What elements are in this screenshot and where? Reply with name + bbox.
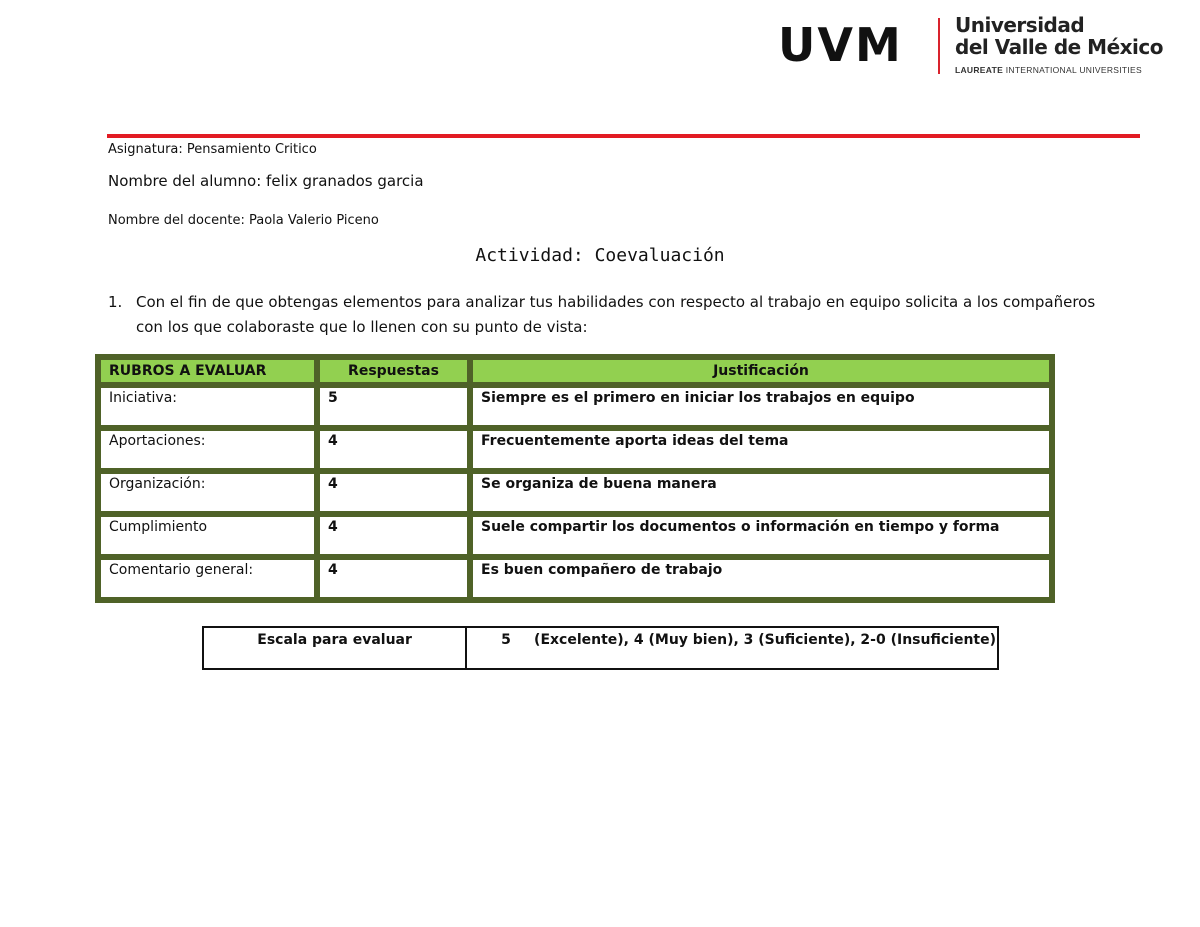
column-header-justification: Justificación — [470, 357, 1052, 385]
logo-tagline-bold: LAUREATE — [955, 65, 1004, 75]
justification-cell: Siempre es el primero en iniciar los trabajos en equipo — [470, 385, 1052, 428]
scale-label: Escala para evaluar — [203, 627, 466, 669]
table-row — [98, 514, 1052, 557]
criterion-cell: Organización: — [98, 471, 317, 514]
activity-title: Actividad: Coevaluación — [475, 245, 725, 266]
score-cell: 4 — [317, 428, 470, 471]
header-divider — [107, 134, 1140, 138]
table-row — [98, 428, 1052, 471]
table-row — [98, 385, 1052, 428]
justification-cell: Es buen compañero de trabajo — [470, 557, 1052, 600]
table-row — [98, 557, 1052, 600]
rubric-header-row — [98, 357, 1052, 385]
criterion-cell: Cumplimiento — [98, 514, 317, 557]
logo-tagline — [955, 65, 1142, 75]
scale-value — [466, 627, 998, 669]
scale-row — [203, 627, 998, 669]
instruction-text: Con el fin de que obtengas elementos para analizar tus habilidades con respecto al trabajo en equipo solicita a los compañeros con los que colaboraste que lo llenen con su punto de vista: — [136, 293, 1096, 336]
scale-top-number: 5 — [501, 632, 511, 648]
column-header-answers: Respuestas — [317, 357, 470, 385]
logo-name-line1: Universidad — [955, 13, 1085, 37]
logo-name-line2: del Valle de México — [955, 35, 1163, 59]
score-cell: 4 — [317, 557, 470, 600]
justification-cell: Se organiza de buena manera — [470, 471, 1052, 514]
justification-cell: Frecuentemente aporta ideas del tema — [470, 428, 1052, 471]
table-row — [98, 471, 1052, 514]
teacher-name-line: Nombre del docente: Paola Valerio Piceno — [108, 213, 379, 228]
score-cell: 4 — [317, 471, 470, 514]
uvm-logo — [778, 13, 1163, 80]
scale-table — [202, 626, 999, 670]
justification-cell: Suele compartir los documentos o información en tiempo y forma — [470, 514, 1052, 557]
logo-separator — [938, 18, 940, 74]
score-cell: 5 — [317, 385, 470, 428]
logo-name — [955, 14, 1163, 58]
student-name-line: Nombre del alumno: felix granados garcia — [108, 172, 424, 190]
logo-mark: UVM — [778, 18, 903, 72]
score-cell: 4 — [317, 514, 470, 557]
criterion-cell: Iniciativa: — [98, 385, 317, 428]
instruction-item — [108, 290, 1098, 340]
logo-tagline-rest: INTERNATIONAL UNIVERSITIES — [1005, 65, 1142, 75]
subject-line: Asignatura: Pensamiento Critico — [108, 142, 317, 157]
scale-description: (Excelente), 4 (Muy bien), 3 (Suficiente), 2-0 (Insuficiente) — [534, 632, 996, 648]
instruction-number: 1. — [108, 293, 123, 311]
criterion-cell: Comentario general: — [98, 557, 317, 600]
rubric-table — [95, 354, 1055, 603]
column-header-criteria: RUBROS A EVALUAR — [98, 357, 317, 385]
criterion-cell: Aportaciones: — [98, 428, 317, 471]
